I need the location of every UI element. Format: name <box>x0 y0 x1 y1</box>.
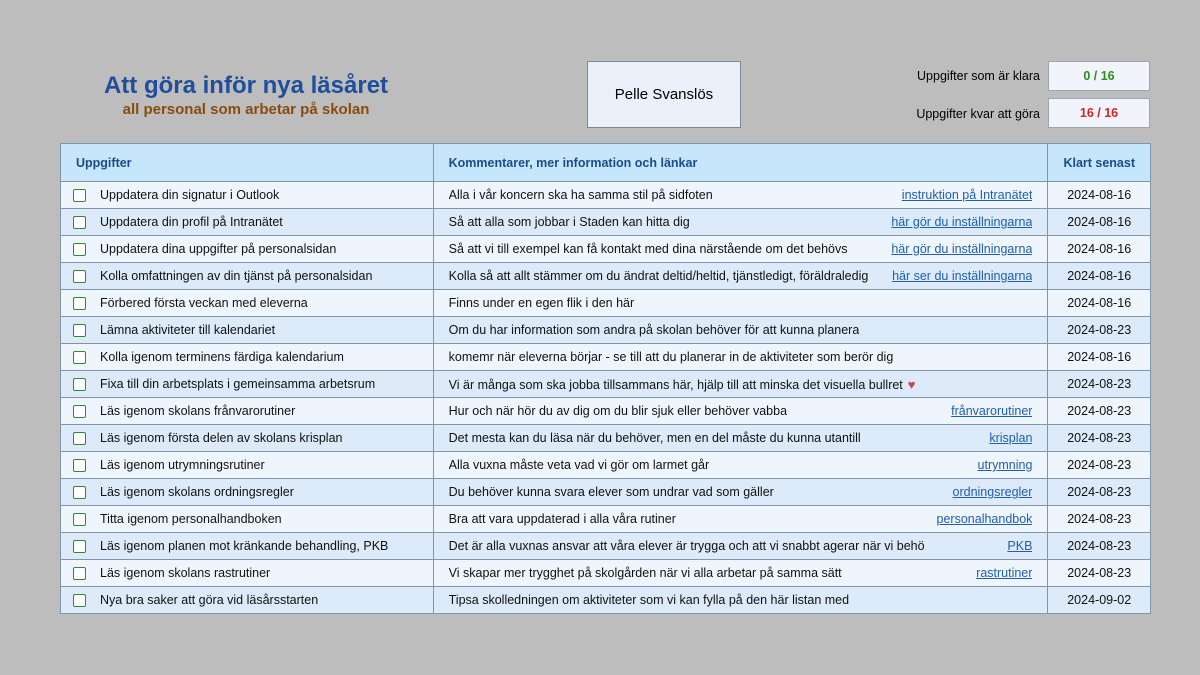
task-inner <box>73 377 418 391</box>
task-label: Läs igenom första delen av skolans krisplan <box>100 431 343 445</box>
comment-cell <box>433 560 1048 587</box>
task-cell <box>61 317 434 344</box>
comment-inner <box>449 377 1033 392</box>
task-label: Nya bra saker att göra vid läsårsstarten <box>100 593 319 607</box>
task-checkbox[interactable] <box>73 378 86 391</box>
task-checkbox[interactable] <box>73 297 86 310</box>
comment-label: Så att vi till exempel kan få kontakt med dina närstående om det behövs <box>448 242 848 256</box>
comment-text <box>449 512 676 526</box>
task-checkbox[interactable] <box>73 486 86 499</box>
comment-text <box>449 593 849 607</box>
task-cell <box>61 452 434 479</box>
table-row <box>61 209 1151 236</box>
tasks-left-label: Uppgifter kvar att göra <box>916 107 1040 121</box>
comment-cell <box>433 533 1048 560</box>
info-link[interactable]: PKB <box>1007 539 1033 553</box>
info-link[interactable]: ordningsregler <box>952 485 1033 499</box>
comment-inner <box>449 593 1033 607</box>
table-row <box>61 479 1151 506</box>
comment-text <box>449 269 869 283</box>
task-checkbox[interactable] <box>73 270 86 283</box>
task-label: Förbered första veckan med eleverna <box>100 296 308 310</box>
due-date-cell: 2024-08-23 <box>1048 452 1151 479</box>
info-link[interactable]: här ser du inställningarna <box>892 269 1033 283</box>
comment-inner <box>449 485 1033 499</box>
comment-text <box>449 188 713 202</box>
task-inner <box>73 512 418 526</box>
comment-label: Du behöver kunna svara elever som undrar vad som gäller <box>448 485 774 499</box>
table-row <box>61 452 1151 479</box>
header-comments: Kommentarer, mer information och länkar <box>433 144 1048 182</box>
comment-cell <box>433 290 1048 317</box>
info-link[interactable]: här gör du inställningarna <box>891 242 1033 256</box>
due-date-cell: 2024-08-23 <box>1048 533 1151 560</box>
comment-cell <box>433 587 1048 614</box>
comment-cell <box>433 236 1048 263</box>
comment-label: komemr när eleverna börjar - se till att du planerar in de aktiviteter som berör dig <box>448 350 894 364</box>
comment-text <box>449 539 925 553</box>
comment-label: Hur och när hör du av dig om du blir sjuk eller behöver vabba <box>448 404 788 418</box>
table-row <box>61 317 1151 344</box>
comment-cell <box>433 263 1048 290</box>
comment-cell <box>433 425 1048 452</box>
due-date-cell: 2024-08-16 <box>1048 290 1151 317</box>
table-row <box>61 587 1151 614</box>
comment-inner <box>449 296 1033 310</box>
table-row <box>61 263 1151 290</box>
heart-icon: ♥ <box>907 376 916 392</box>
task-cell <box>61 587 434 614</box>
task-cell <box>61 209 434 236</box>
comment-cell <box>433 479 1048 506</box>
task-label: Titta igenom personalhandboken <box>100 512 282 526</box>
task-cell <box>61 398 434 425</box>
due-date-cell: 2024-08-23 <box>1048 425 1151 452</box>
task-cell <box>61 506 434 533</box>
comment-text <box>449 296 635 310</box>
task-label: Läs igenom skolans frånvarorutiner <box>100 404 296 418</box>
comment-inner <box>449 323 1033 337</box>
task-cell <box>61 344 434 371</box>
table-row <box>61 344 1151 371</box>
comment-cell <box>433 344 1048 371</box>
comment-cell <box>433 317 1048 344</box>
task-cell <box>61 479 434 506</box>
header-due-date: Klart senast <box>1048 144 1151 182</box>
due-date-cell: 2024-08-23 <box>1048 479 1151 506</box>
task-checkbox[interactable] <box>73 432 86 445</box>
comment-inner <box>449 269 1033 283</box>
task-inner <box>73 458 418 472</box>
comment-text <box>449 566 842 580</box>
task-checkbox[interactable] <box>73 189 86 202</box>
person-name-box[interactable]: Pelle Svanslös <box>587 61 741 128</box>
task-checkbox[interactable] <box>73 567 86 580</box>
comment-cell <box>433 452 1048 479</box>
comment-inner <box>449 404 1033 418</box>
due-date-cell: 2024-08-23 <box>1048 506 1151 533</box>
table-row <box>61 182 1151 209</box>
comment-label: Kolla så att allt stämmer om du ändrat deltid/heltid, tjänstledigt, föräldraledig <box>448 269 869 283</box>
comment-inner <box>449 458 1033 472</box>
comment-text <box>449 404 787 418</box>
table-row <box>61 236 1151 263</box>
task-cell <box>61 560 434 587</box>
comment-cell <box>433 398 1048 425</box>
info-link[interactable]: utrymning <box>977 458 1033 472</box>
comment-label: Vi skapar mer trygghet på skolgården när vi alla arbetar på samma sätt <box>448 566 842 580</box>
task-label: Fixa till din arbetsplats i gemeinsamma arbetsrum <box>100 377 376 391</box>
due-date-cell: 2024-08-23 <box>1048 560 1151 587</box>
task-inner <box>73 566 418 580</box>
table-row <box>61 398 1151 425</box>
task-checkbox[interactable] <box>73 513 86 526</box>
comment-inner <box>449 215 1033 229</box>
task-label: Läs igenom utrymningsrutiner <box>100 458 265 472</box>
task-cell <box>61 290 434 317</box>
info-link[interactable]: personalhandbok <box>936 512 1033 526</box>
task-cell <box>61 371 434 398</box>
task-inner <box>73 323 418 337</box>
task-checkbox[interactable] <box>73 243 86 256</box>
page-subtitle: all personal som arbetar på skolan <box>122 101 370 118</box>
task-inner <box>73 242 418 256</box>
task-cell <box>61 533 434 560</box>
info-link[interactable]: frånvarorutiner <box>951 404 1033 418</box>
due-date-cell: 2024-08-16 <box>1048 263 1151 290</box>
info-link[interactable]: instruktion på Intranätet <box>901 188 1033 202</box>
comment-text <box>449 431 861 445</box>
comment-text <box>449 377 916 392</box>
comment-label: Tipsa skolledningen om aktiviteter som vi kan fylla på den här listan med <box>448 593 850 607</box>
due-date-cell: 2024-08-23 <box>1048 398 1151 425</box>
comment-label: Vi är många som ska jobba tillsammans här, hjälp till att minska det visuella bullret <box>448 377 903 392</box>
comment-cell <box>433 182 1048 209</box>
table-row <box>61 425 1151 452</box>
comment-inner <box>449 431 1033 445</box>
tasks-done-label: Uppgifter som är klara <box>917 69 1040 83</box>
task-inner <box>73 593 418 607</box>
comment-inner <box>449 242 1033 256</box>
tasks-done-value: 0 / 16 <box>1048 61 1150 91</box>
comment-cell <box>433 506 1048 533</box>
due-date-cell: 2024-08-16 <box>1048 344 1151 371</box>
task-label: Uppdatera dina uppgifter på personalsidan <box>100 242 337 256</box>
task-inner <box>73 350 418 364</box>
due-date-cell: 2024-08-23 <box>1048 371 1151 398</box>
table-header-row <box>61 144 1151 182</box>
comment-label: Så att alla som jobbar i Staden kan hitta dig <box>448 215 690 229</box>
task-inner <box>73 296 418 310</box>
table-row <box>61 560 1151 587</box>
comment-text <box>449 458 710 472</box>
task-inner <box>73 431 418 445</box>
task-label: Lämna aktiviteter till kalendariet <box>100 323 276 337</box>
comment-text <box>449 350 894 364</box>
task-label: Kolla omfattningen av din tjänst på personalsidan <box>100 269 373 283</box>
comment-inner <box>449 539 1033 553</box>
comment-label: Det mesta kan du läsa när du behöver, men en del måste du kunna utantill <box>448 431 861 445</box>
comment-label: Finns under en egen flik i den här <box>448 296 635 310</box>
comment-text <box>449 215 690 229</box>
task-inner <box>73 539 418 553</box>
task-checkbox[interactable] <box>73 351 86 364</box>
comment-label: Alla i vår koncern ska ha samma stil på sidfoten <box>448 188 713 202</box>
task-inner <box>73 269 418 283</box>
comment-cell <box>433 209 1048 236</box>
comment-label: Bra att vara uppdaterad i alla våra rutiner <box>448 512 676 526</box>
task-checkbox[interactable] <box>73 405 86 418</box>
page-title: Att göra inför nya läsåret <box>103 72 389 99</box>
due-date-cell: 2024-08-16 <box>1048 209 1151 236</box>
task-cell <box>61 425 434 452</box>
task-label: Uppdatera din profil på Intranätet <box>100 215 283 229</box>
table-row <box>61 533 1151 560</box>
task-cell <box>61 263 434 290</box>
task-checkbox[interactable] <box>73 216 86 229</box>
task-cell <box>61 236 434 263</box>
due-date-cell: 2024-08-16 <box>1048 236 1151 263</box>
task-inner <box>73 215 418 229</box>
comment-inner <box>449 350 1033 364</box>
comment-text <box>449 323 860 337</box>
table-row <box>61 290 1151 317</box>
due-date-cell: 2024-08-23 <box>1048 317 1151 344</box>
comment-inner <box>449 566 1033 580</box>
task-checkbox[interactable] <box>73 324 86 337</box>
comment-cell <box>433 371 1048 398</box>
comment-label: Om du har information som andra på skolan behöver för att kunna planera <box>448 323 860 337</box>
task-inner <box>73 485 418 499</box>
task-checkbox[interactable] <box>73 459 86 472</box>
task-label: Uppdatera din signatur i Outlook <box>100 188 280 202</box>
comment-text <box>449 485 774 499</box>
due-date-cell: 2024-08-16 <box>1048 182 1151 209</box>
comment-text <box>449 242 848 256</box>
table-row <box>61 371 1151 398</box>
info-link[interactable]: här gör du inställningarna <box>891 215 1033 229</box>
title-block <box>60 72 432 119</box>
header-tasks: Uppgifter <box>61 144 434 182</box>
tasks-left-value: 16 / 16 <box>1048 98 1150 128</box>
info-link[interactable]: krisplan <box>989 431 1033 445</box>
task-checkbox[interactable] <box>73 540 86 553</box>
due-date-cell: 2024-09-02 <box>1048 587 1151 614</box>
task-table <box>60 143 1151 614</box>
task-label: Läs igenom skolans ordningsregler <box>100 485 294 499</box>
comment-label: Det är alla vuxnas ansvar att våra elever är trygga och att vi snabbt agerar när vi behö <box>448 539 925 553</box>
task-label: Kolla igenom terminens färdiga kalendarium <box>100 350 344 364</box>
table-row <box>61 506 1151 533</box>
task-inner <box>73 188 418 202</box>
task-label: Läs igenom skolans rastrutiner <box>100 566 271 580</box>
info-link[interactable]: rastrutiner <box>976 566 1033 580</box>
comment-inner <box>449 188 1033 202</box>
comment-label: Alla vuxna måste veta vad vi gör om larmet går <box>448 458 710 472</box>
task-label: Läs igenom planen mot kränkande behandling, PKB <box>100 539 389 553</box>
task-inner <box>73 404 418 418</box>
task-cell <box>61 182 434 209</box>
task-checkbox[interactable] <box>73 594 86 607</box>
comment-inner <box>449 512 1033 526</box>
